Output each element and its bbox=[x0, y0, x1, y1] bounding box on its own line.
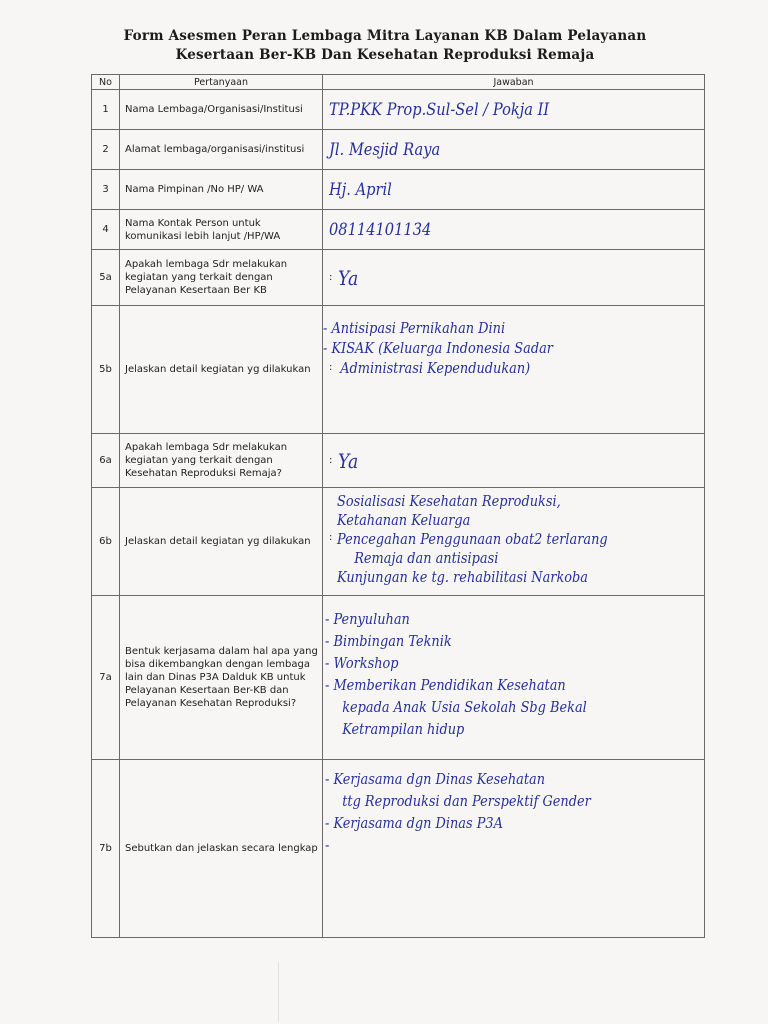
row-number: 3 bbox=[92, 170, 120, 210]
question-text: Nama Pimpinan /No HP/ WA bbox=[120, 170, 323, 210]
row-number: 1 bbox=[92, 90, 120, 130]
answer-line: Ya bbox=[338, 265, 359, 290]
table-row bbox=[92, 306, 705, 434]
table-row bbox=[92, 250, 705, 306]
handwritten-answer bbox=[338, 265, 359, 290]
answer-line: Remaja dan antisipasi bbox=[354, 549, 499, 567]
answer-line: Sosialisasi Kesehatan Reproduksi, bbox=[337, 492, 561, 510]
handwritten-answer bbox=[329, 140, 652, 160]
question-text: Jelaskan detail kegiatan yg dilakukan bbox=[120, 488, 323, 596]
header-no: No bbox=[92, 75, 120, 90]
row-number: 5a bbox=[92, 250, 120, 306]
table-row bbox=[92, 210, 705, 250]
answer-line: ttg Reproduksi dan Perspektif Gender bbox=[342, 792, 591, 810]
answer-line: Jl. Mesjid Raya bbox=[329, 139, 441, 160]
answer-cell bbox=[323, 760, 705, 938]
question-text bbox=[120, 596, 323, 760]
answer-line: Ketahanan Keluarga bbox=[337, 511, 471, 529]
answer-line: - Kerjasama dgn Dinas Kesehatan bbox=[325, 770, 546, 788]
answer-cell bbox=[323, 250, 705, 306]
table-header-row bbox=[92, 75, 705, 90]
answer-line: - Kerjasama dgn Dinas P3A bbox=[325, 814, 503, 832]
answer-cell bbox=[323, 210, 705, 250]
table-row bbox=[92, 90, 705, 130]
row-number: 4 bbox=[92, 210, 120, 250]
form-title bbox=[60, 27, 710, 65]
table-row bbox=[92, 130, 705, 170]
header-question: Pertanyaan bbox=[120, 75, 323, 90]
answer-line: Hj. April bbox=[329, 179, 392, 200]
handwritten-answer bbox=[329, 100, 652, 120]
question-text: Apakah lembaga Sdr melakukan kegiatan yang terkait dengan Pelayanan Kesertaan Ber KB bbox=[120, 250, 323, 306]
scan-artifact-line bbox=[278, 962, 279, 1022]
answer-line: - Workshop bbox=[325, 654, 399, 672]
answer-line: - Bimbingan Teknik bbox=[325, 632, 452, 650]
answer-cell bbox=[323, 596, 705, 760]
colon-mark: : bbox=[329, 362, 333, 373]
header-answer: Jawaban bbox=[323, 75, 705, 90]
handwritten-answer bbox=[338, 448, 359, 473]
table-row bbox=[92, 170, 705, 210]
answer-line: Administrasi Kependudukan) bbox=[340, 359, 531, 377]
row-number: 2 bbox=[92, 130, 120, 170]
question-text: Nama Kontak Person untuk komunikasi lebih lanjut /HP/WA bbox=[120, 210, 323, 250]
colon-mark: : bbox=[329, 455, 333, 466]
question-text: Sebutkan dan jelaskan secara lengkap bbox=[120, 760, 323, 938]
row-number: 7a bbox=[92, 596, 120, 760]
question-text: Apakah lembaga Sdr melakukan kegiatan yang terkait dengan Kesehatan Reproduksi Remaja? bbox=[120, 434, 323, 488]
row-number: 5b bbox=[92, 306, 120, 434]
answer-cell bbox=[323, 90, 705, 130]
table-row bbox=[92, 760, 705, 938]
answer-line: 08114101134 bbox=[329, 219, 432, 240]
row-number: 7b bbox=[92, 760, 120, 938]
row-number: 6a bbox=[92, 434, 120, 488]
handwritten-answer bbox=[337, 492, 608, 587]
question-text: Alamat lembaga/organisasi/institusi bbox=[120, 130, 323, 170]
question-text-content: Bentuk kerjasama dalam hal apa yang bisa dikembangkan dengan lembaga lain dan Dinas P3A Dalduk KB untuk Pelayanan Kesertaan Ber-KB dan Pelayanan Kesehatan Reproduksi? bbox=[125, 646, 318, 709]
answer-line: Pencegahan Penggunaan obat2 terlarang bbox=[337, 530, 608, 548]
handwritten-answer bbox=[325, 768, 591, 856]
answer-cell bbox=[323, 488, 705, 596]
answer-line: - Penyuluhan bbox=[325, 610, 410, 628]
table-row bbox=[92, 434, 705, 488]
answer-line: - Antisipasi Pernikahan Dini bbox=[323, 319, 506, 337]
answer-line: Ketrampilan hidup bbox=[342, 720, 465, 738]
assessment-table bbox=[91, 74, 705, 938]
answer-cell bbox=[323, 306, 705, 434]
colon-mark: : bbox=[329, 272, 333, 283]
answer-line: Ya bbox=[338, 448, 359, 473]
handwritten-answer bbox=[329, 220, 652, 240]
answer-line: TP.PKK Prop.Sul-Sel / Pokja II bbox=[329, 99, 550, 120]
answer-line: kepada Anak Usia Sekolah Sbg Bekal bbox=[342, 698, 587, 716]
table-row bbox=[92, 488, 705, 596]
table-row bbox=[92, 596, 705, 760]
answer-cell bbox=[323, 170, 705, 210]
answer-line: - KISAK (Keluarga Indonesia Sadar bbox=[323, 339, 553, 357]
form-title-line-2: Kesertaan Ber-KB Dan Kesehatan Reproduksi Remaja bbox=[175, 47, 595, 63]
question-text: Nama Lembaga/Organisasi/Institusi bbox=[120, 90, 323, 130]
answer-line: - Memberikan Pendidikan Kesehatan bbox=[325, 676, 566, 694]
handwritten-answer bbox=[323, 318, 553, 378]
colon-mark: : bbox=[329, 532, 333, 543]
answer-cell bbox=[323, 434, 705, 488]
answer-line: - bbox=[325, 836, 330, 854]
handwritten-answer bbox=[329, 180, 652, 200]
answer-line: Kunjungan ke tg. rehabilitasi Narkoba bbox=[337, 568, 588, 586]
row-number: 6b bbox=[92, 488, 120, 596]
question-text: Jelaskan detail kegiatan yg dilakukan bbox=[120, 306, 323, 434]
answer-cell bbox=[323, 130, 705, 170]
handwritten-answer bbox=[325, 608, 587, 740]
form-title-line-1: Form Asesmen Peran Lembaga Mitra Layanan KB Dalam Pelayanan bbox=[123, 28, 647, 44]
